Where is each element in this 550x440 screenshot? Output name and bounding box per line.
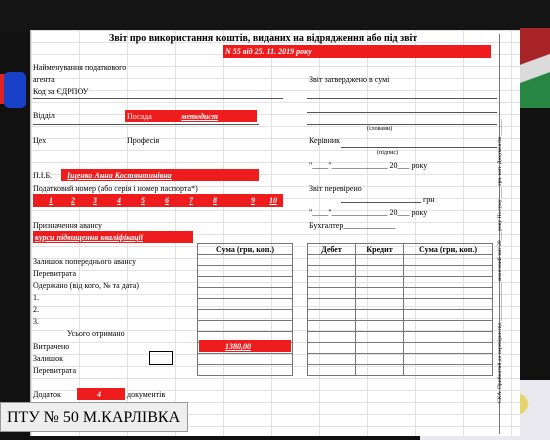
debit-credit-table <box>307 243 493 376</box>
decor-blue-shape <box>4 72 26 108</box>
tax-digit: 6 <box>165 196 169 205</box>
tsekh-label: Цех <box>33 136 47 145</box>
appendix-value: 4 <box>97 390 101 399</box>
spent-label: Витрачено <box>33 342 70 351</box>
tax-digit: 1 <box>49 196 53 205</box>
tax-label: Податковий номер (або серія і номер паспорта*) <box>33 184 198 193</box>
pib-label: П.І.Б. <box>33 171 53 180</box>
decor-flag-shape <box>520 28 550 108</box>
viddil-label: Відділ <box>33 111 55 120</box>
tax-digit: 9 <box>251 196 255 205</box>
tax-digit: 7 <box>189 196 193 205</box>
tax-digit: 2 <box>71 196 75 205</box>
org-label: Найменування податкового <box>33 63 127 72</box>
edrpou-label: Код за ЄДРПОУ <box>33 87 89 96</box>
pib-value: Іщенко Анна Костянтинівна <box>67 171 172 180</box>
debit-header: Дебет <box>308 244 356 255</box>
posada-value: методист <box>181 112 219 121</box>
row-label: Залишок попереднього авансу <box>33 257 137 266</box>
agent-label: агента <box>33 75 55 84</box>
date-line-1: "____"______________ 20___ року <box>309 161 428 170</box>
vertical-text: СКА. Прийнятий до перевірки під ______________ авансовий звіт 20___ року На суму ____ грн. коп. Документів ______ <box>497 119 503 403</box>
credit-header: Кредит <box>356 244 404 255</box>
left-amount-table <box>197 243 293 376</box>
date-line-2: "____"______________ 20___ року <box>309 208 428 217</box>
tax-digit: 8 <box>213 196 217 205</box>
sum-header: Сума (грн, коп.) <box>404 244 493 255</box>
row-label: Перевитрата <box>33 269 77 278</box>
documents-label: документів <box>127 390 166 399</box>
number-line: N 55 від 25. 11. 2019 року <box>225 47 312 56</box>
vertical-stamp <box>492 119 508 408</box>
row-label: 3. <box>33 317 39 326</box>
edrpou-line <box>33 98 283 99</box>
approved-label: Звіт затверджено в сумі <box>309 75 390 84</box>
row-label: 2. <box>33 305 39 314</box>
posada-label: Посада <box>127 112 152 121</box>
accountant-label: Бухгалтер_____________ <box>309 221 396 230</box>
tax-digit: 4 <box>117 196 121 205</box>
purpose-value: курси підвищення кваліфікації <box>35 233 143 242</box>
kerivnyk-label: Керівник <box>309 136 341 145</box>
remainder-box <box>149 351 173 365</box>
spent-value: 1380,00 <box>225 342 251 351</box>
spreadsheet-form <box>30 30 520 436</box>
profesiia-label: Професія <box>127 136 160 145</box>
left-table-header: Сума (грн, коп.) <box>198 244 293 255</box>
hrn-label: грн <box>423 195 435 204</box>
total-label: Усього отримано <box>67 329 125 338</box>
form-title: Звіт про використання коштів, виданих на відрядження або під звіт <box>109 33 418 44</box>
row-label: Одержано (від кого, № та дата) <box>33 281 139 290</box>
checked-label: Звіт перевірено <box>309 184 362 193</box>
appendix-highlight <box>77 388 125 400</box>
tax-digit: 10 <box>269 196 277 205</box>
appendix-label: Додаток <box>33 390 61 399</box>
top-bar <box>0 0 550 32</box>
overspent-label: Перевитрата <box>33 366 77 375</box>
purpose-label: Призначення авансу <box>33 221 103 230</box>
remainder-label: Залишок <box>33 354 63 363</box>
tax-digit: 3 <box>93 196 97 205</box>
tax-digit: 5 <box>141 196 145 205</box>
row-label: 1. <box>33 293 39 302</box>
footer-caption <box>0 402 188 432</box>
pidpys-label: (підпис) <box>377 150 399 156</box>
footer-label: ПТУ № 50 М.КАРЛІВКА <box>7 409 181 426</box>
words-label: (словами) <box>367 126 393 132</box>
